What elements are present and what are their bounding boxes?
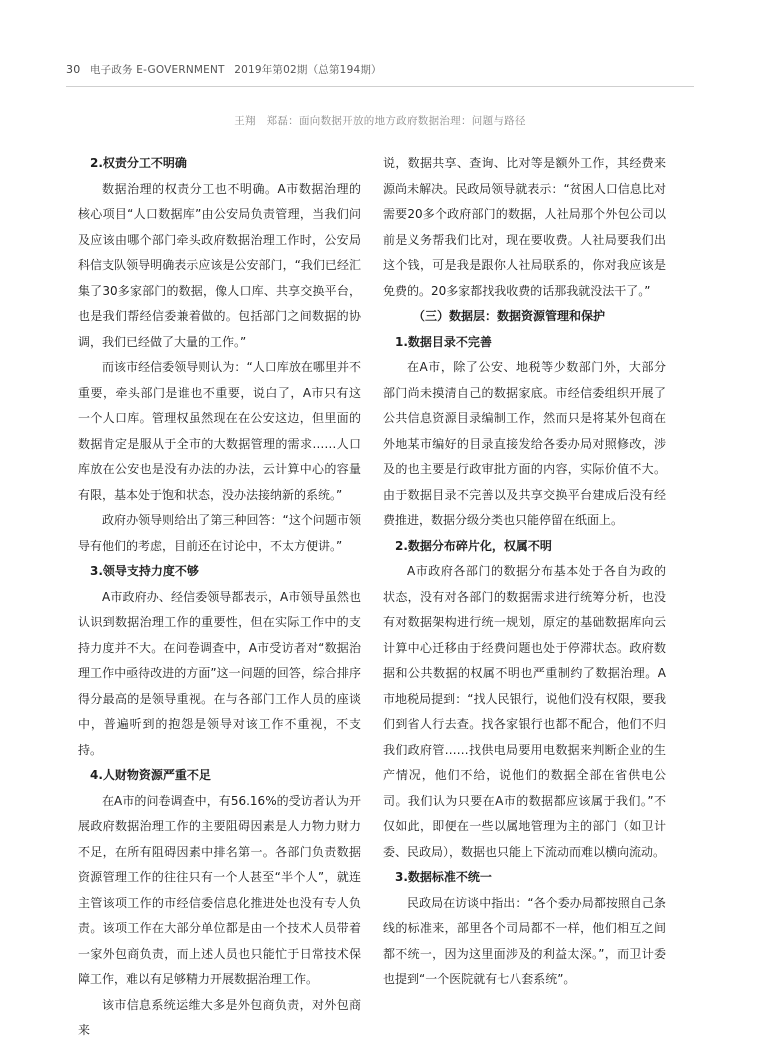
paragraph: 该市信息系统运维大多是外包商负责，对外包商来 xyxy=(78,997,361,1037)
subsection-heading: 3.数据标准不统一 xyxy=(395,870,492,884)
paragraph: 在A市的问卷调查中，有56.16%的受访者认为开展政府数据治理工作的主要阻碍因素是人力物力财力不足，在所有阻碍因素中排名第一。各部门负责数据资源管理工作的往往只有一个人甚至“半个人”，就连主管该项工作的市经信委信息化推进处也没有专人负责。该项工作在大部分单位都是由一个技术人员带着一家外包商负责，而上述人员也只能忙于日常技术保障工作，难以有足够精力开展数据治理工作。 xyxy=(78,793,361,986)
paragraph: 而该市经信委领导则认为：“人口库放在哪里并不重要，牵头部门是谁也不重要，说白了，A市只有这一个人口库。管理权虽然现在在公安这边，但里面的数据肯定是服从于全市的大数据管理的需求……人口库放在公安也是没有办法的办法，云计算中心的容量有限，基本处于饱和状态，没办法接纳新的系统。” xyxy=(78,360,361,502)
paragraph: A市政府办、经信委领导都表示，A市领导虽然也认识到数据治理工作的重要性，但在实际工作中的支持力度并不大。在问卷调查中，A市受访者对“数据治理工作中亟待改进的方面”这一问题的回答，综合排序得分最高的是领导重视。在与各部门工作人员的座谈中，普遍听到的抱怨是领导对该工作不重视，不支持。 xyxy=(78,589,361,757)
subsection-heading: 4.人财物资源严重不足 xyxy=(90,768,211,782)
article-running-title: 王翔 郑磊：面向数据开放的地方政府数据治理：问题与路径 xyxy=(234,115,526,127)
subsection-heading: 3.领导支持力度不够 xyxy=(90,564,199,578)
issue-label: 2019年第02期（总第194期） xyxy=(234,64,382,76)
header-divider xyxy=(66,86,694,87)
subsection-heading: 2.权责分工不明确 xyxy=(90,156,187,170)
paragraph-continuation: 说，数据共享、查询、比对等是额外工作，其经费来源尚未解决。民政局领导就表示：“贫困人口信息比对需要20多个政府部门的数据，人社局那个外包公司以前是义务帮我们比对，现在要收费。人社局要我们出这个钱，可是我是跟你人社局联系的，你对我应该是免费的。20多家都找我收费的话那我就没法干了。” xyxy=(383,156,666,298)
paragraph: A市政府各部门的数据分布基本处于各自为政的状态，没有对各部门的数据需求进行统筹分析，也没有对数据架构进行统一规划，原定的基础数据库向云计算中心迁移由于经费问题也处于停滞状态。政府数据和公共数据的权属不明也严重制约了数据治理。A市地税局提到：“找人民银行，说他们没有权限，要我们到省人行去查。找各家银行也都不配合，他们不归我们政府管……找供电局要用电数据来判断企业的生产情况，他们不给，说他们的数据全部在省供电公司。我们认为只要在A市的数据都应该属于我们。”不仅如此，即便在一些以属地管理为主的部门（如卫计委、民政局），数据也只能上下流动而难以横向流动。 xyxy=(383,564,666,859)
left-column xyxy=(78,151,361,1044)
paragraph: 民政局在访谈中指出：“各个委办局都按照自己条线的标准来，部里各个司局都不一样，他们相互之间都不统一，因为这里面涉及的利益太深。”，而卫计委也提到“一个医院就有七八套系统”。 xyxy=(383,895,666,986)
journal-name: 电子政务 E-GOVERNMENT xyxy=(89,64,225,76)
subsection-heading: 2.数据分布碎片化，权属不明 xyxy=(395,538,552,553)
subsection-heading: 1.数据目录不完善 xyxy=(395,334,492,349)
paragraph: 数据治理的权责分工也不明确。A市数据治理的核心项目“人口数据库”由公安局负责管理，当我们问及应该由哪个部门牵头政府数据治理工作时，公安局科信支队领导明确表示应该是公安部门，“我们已经汇集了30多家部门的数据，像人口库、共享交换平台，也是我们帮经信委兼着做的。包括部门之间数据的协调，我们已经做了大量的工作。” xyxy=(78,181,361,349)
paragraph: 政府办领导则给出了第三种回答：“这个问题市领导有他们的考虑，目前还在讨论中，不太方便讲。” xyxy=(78,513,361,553)
right-column xyxy=(383,151,666,993)
paragraph: 在A市，除了公安、地税等少数部门外，大部分部门尚未摸清自己的数据家底。市经信委组织开展了公共信息资源目录编制工作，然而只是将某外包商在外地某市编好的目录直接发给各委办局对照修改，涉及的也主要是行政审批方面的内容，实际价值不大。由于数据目录不完善以及共享交换平台建成后没有经费推进，数据分级分类也只能停留在纸面上。 xyxy=(383,360,666,527)
running-header xyxy=(66,62,388,77)
section-heading: （三）数据层：数据资源管理和保护 xyxy=(413,309,606,323)
page-number: 30 xyxy=(66,63,81,76)
